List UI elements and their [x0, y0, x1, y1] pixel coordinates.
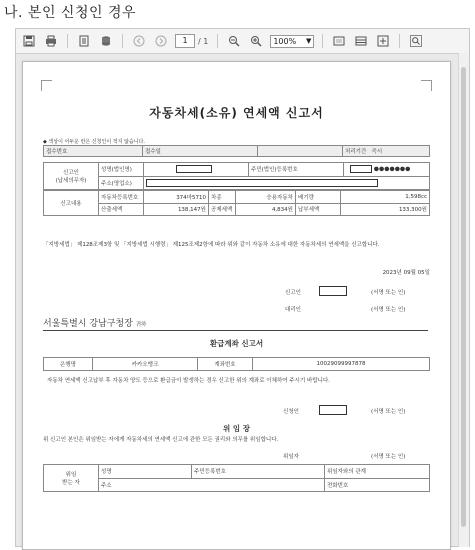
crop-mark [421, 80, 432, 91]
form-note: ◆ 색상이 어두운 란은 신청인이 적지 않습니다. [43, 139, 145, 145]
refund-title: 환급계좌 신고서 [209, 339, 264, 348]
statement-text: 「지방세법」 제128조제3항 및 「지방세법 시행령」 제125조제2항에 따라 위와 같이 자동차 소유에 대한 자동차세의 연세액을 신고합니다. [43, 242, 380, 248]
receiver-address-label: 주소 [99, 478, 325, 492]
receiver-label-cell [44, 465, 99, 492]
search-icon[interactable] [407, 32, 425, 50]
sign-reporter-hint: (서명 또는 인) [371, 290, 406, 296]
id-label: 주민(법인)등록번호 [249, 163, 344, 177]
document-page [22, 61, 451, 550]
delegator-hint: (서명 또는 인) [371, 454, 406, 460]
office-suffix: 귀하 [135, 322, 147, 328]
office-name [43, 316, 146, 329]
chevron-down-icon: ▼ [305, 37, 312, 45]
receiver-sub: 받는 자 [62, 480, 80, 486]
crop-mark [41, 80, 52, 91]
page-number-input[interactable]: 1 [175, 34, 195, 48]
page-total: / 1 [198, 36, 209, 46]
reporter-sub: (납세의무자) [55, 178, 87, 184]
document-icon[interactable] [75, 32, 93, 50]
car-no-label: 자동차등록번호 [99, 191, 144, 204]
account-label: 계좌번호 [198, 358, 253, 371]
receiver-label: 위임 [65, 472, 77, 478]
reporter-label-cell [44, 163, 99, 190]
scrollbar-thumb[interactable] [461, 67, 466, 527]
pay-value: 133,300원 [341, 203, 430, 216]
content-table [43, 190, 430, 216]
refund-sign-label: 신청인 [283, 409, 299, 415]
processing-label: 처리기간 [345, 149, 367, 155]
deduct-label: 공제세액 [209, 203, 236, 216]
zoom-select[interactable] [270, 35, 314, 48]
name-label: 성명(법인명) [99, 163, 144, 177]
delegation-table [43, 464, 430, 492]
next-page-icon[interactable] [152, 32, 170, 50]
toolbar-divider [67, 34, 68, 48]
sign-agent-hint: (서명 또는 인) [371, 307, 406, 313]
receiver-id-label: 주민등록번호 [192, 465, 325, 479]
refund-sign-box[interactable] [319, 405, 347, 415]
calc-value: 138,147원 [144, 203, 209, 216]
receiver-relation-label: 위임자와의 관계 [325, 465, 430, 479]
receipt-no: 접수번호 [44, 146, 143, 157]
zoom-value: 100% [273, 36, 297, 46]
address-field[interactable] [146, 179, 378, 187]
toolbar-divider [322, 34, 323, 48]
toolbar-divider [217, 34, 218, 48]
name-field[interactable] [176, 165, 212, 173]
toolbar-divider [122, 34, 123, 48]
bank-value: 카카오뱅크 [93, 358, 198, 371]
receiver-phone-label: 전화번호 [325, 478, 430, 492]
export-icon[interactable] [374, 32, 392, 50]
sign-reporter-box[interactable] [319, 286, 347, 296]
delegator-label: 위임자 [283, 454, 299, 460]
account-value: 10029099997878 [253, 358, 430, 371]
vertical-scrollbar[interactable] [458, 53, 469, 547]
reporter-table [43, 162, 430, 190]
car-no: 374마5710 [144, 191, 209, 204]
displacement: 1,598cc [341, 191, 430, 204]
refund-text: 자동차 연세액 신고납부 후 자동차 양도 등으로 환급금이 발생하는 경우 신고한 위의 계좌로 이체하여 주시기 바랍니다. [47, 378, 331, 384]
fit-page-icon[interactable] [330, 32, 348, 50]
pay-label: 납부세액 [296, 203, 341, 216]
two-page-icon[interactable] [352, 32, 370, 50]
deduct-value: 4,834원 [236, 203, 296, 216]
viewer-toolbar [16, 29, 469, 54]
car-type-label: 차종 [209, 191, 236, 204]
prev-page-icon[interactable] [130, 32, 148, 50]
section-divider [43, 330, 428, 331]
displacement-label: 배기량 [296, 191, 341, 204]
database-icon[interactable] [97, 32, 115, 50]
pdf-viewer [15, 28, 470, 547]
id-field[interactable] [350, 165, 372, 173]
delegation-text: 위 신고인 본인은 위임받는 자에게 자동차세의 연세액 신고에 관한 모든 권리와 의무를 위임합니다. [43, 437, 279, 443]
car-type: 승용자동차 [236, 191, 296, 204]
section-heading: 나. 본인 신청인 경우 [4, 5, 136, 21]
print-icon[interactable] [42, 32, 60, 50]
zoom-in-icon[interactable] [247, 32, 265, 50]
office-label: 서울특별시 강남구청장 [43, 319, 133, 329]
form-title: 자동차세(소유) 연세액 신고서 [149, 106, 324, 120]
receipt-table [43, 145, 430, 157]
reporter-label: 신고인 [63, 170, 79, 176]
sign-agent-label: 대리인 [285, 307, 301, 313]
receiver-name-label: 성명 [99, 465, 192, 479]
receipt-date: 접수일 [143, 146, 258, 157]
content-label: 신고내용 [44, 191, 99, 216]
calc-label: 산출세액 [99, 203, 144, 216]
masked-id: ●●●●●●● [373, 165, 411, 173]
toolbar-divider [399, 34, 400, 48]
refund-sign-hint: (서명 또는 인) [371, 409, 406, 415]
report-date: 2023년 09월 05일 [382, 270, 430, 276]
delegation-title: 위 임 장 [223, 424, 250, 433]
zoom-out-icon[interactable] [225, 32, 243, 50]
processing-value: 즉시 [371, 149, 383, 155]
bank-label: 은행명 [44, 358, 93, 371]
sign-reporter-label: 신고인 [285, 290, 301, 296]
address-label: 주소(영업소) [99, 176, 144, 190]
refund-table [43, 357, 430, 371]
save-icon[interactable] [20, 32, 38, 50]
